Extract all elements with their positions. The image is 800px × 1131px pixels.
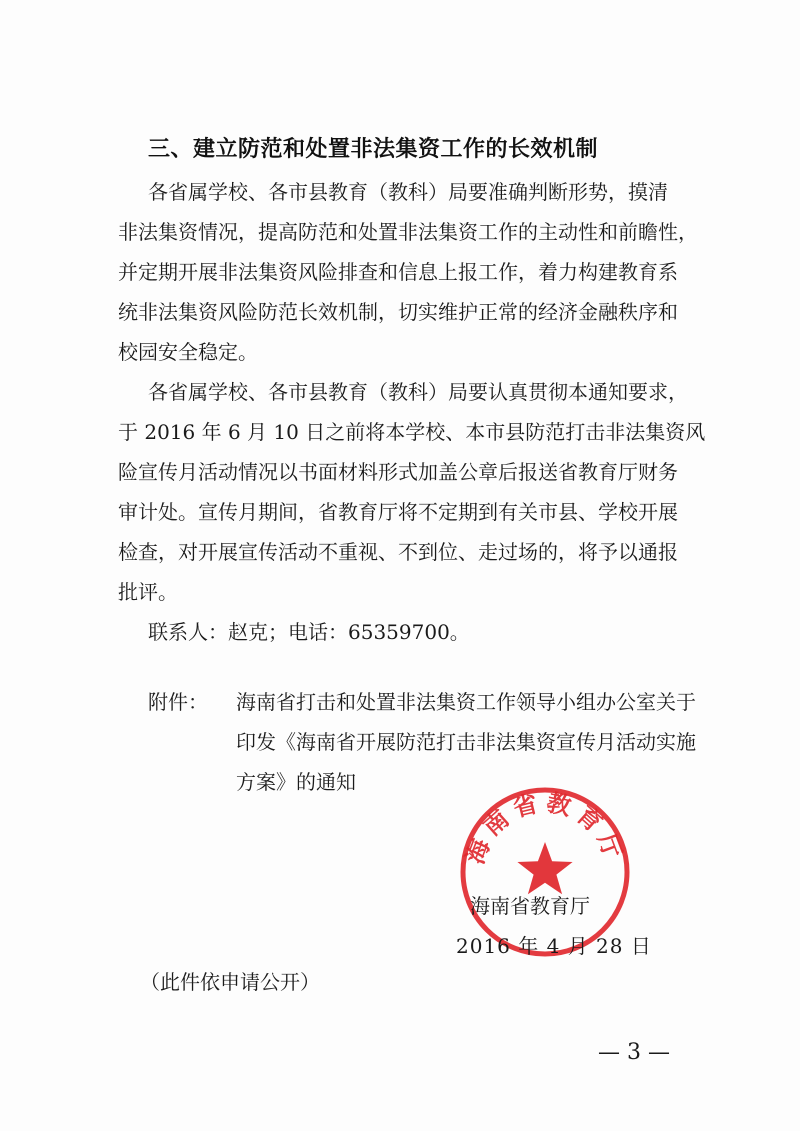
paragraph2-line: 检查，对开展宣传活动不重视、不到位、走过场的，将予以通报 [118, 540, 678, 564]
attachment-line: 方案》的通知 [236, 770, 356, 794]
disclosure-note: （此件依申请公开） [140, 970, 320, 994]
attachment-line: 印发《海南省开展防范打击非法集资宣传月活动实施 [236, 730, 696, 754]
paragraph1-line: 校园安全稳定。 [118, 340, 258, 364]
issue-date: 2016 年 4 月 28 日 [456, 934, 652, 958]
paragraph2-line: 批评。 [118, 580, 178, 604]
signer-name: 海南省教育厅 [470, 894, 590, 918]
attachment-label: 附件： [148, 690, 208, 714]
paragraph1-line: 非法集资情况，提高防范和处置非法集资工作的主动性和前瞻性， [118, 220, 698, 244]
page-number: — 3 — [598, 1040, 670, 1065]
paragraph2-line: 于 2016 年 6 月 10 日之前将本学校、本市县防范打击非法集资风 [118, 420, 706, 444]
seal-text: 海南省教育厅 [461, 788, 629, 868]
attachment-line: 海南省打击和处置非法集资工作领导小组办公室关于 [236, 690, 696, 714]
seal-star-icon [517, 842, 572, 894]
paragraph1-line: 并定期开展非法集资风险排查和信息上报工作，着力构建教育系 [118, 260, 678, 284]
paragraph2-line: 审计处。宣传月期间，省教育厅将不定期到有关市县、学校开展 [118, 500, 678, 524]
contact-line: 联系人：赵克；电话：65359700。 [148, 620, 470, 644]
paragraph2-line: 险宣传月活动情况以书面材料形式加盖公章后报送省教育厅财务 [118, 460, 678, 484]
paragraph2-line: 各省属学校、各市县教育（教科）局要认真贯彻本通知要求， [148, 380, 688, 404]
paragraph1-line: 统非法集资风险防范长效机制，切实维护正常的经济金融秩序和 [118, 300, 678, 324]
paragraph1-line: 各省属学校、各市县教育（教科）局要准确判断形势，摸清 [148, 180, 668, 204]
section-heading: 三、建立防范和处置非法集资工作的长效机制 [148, 137, 599, 162]
